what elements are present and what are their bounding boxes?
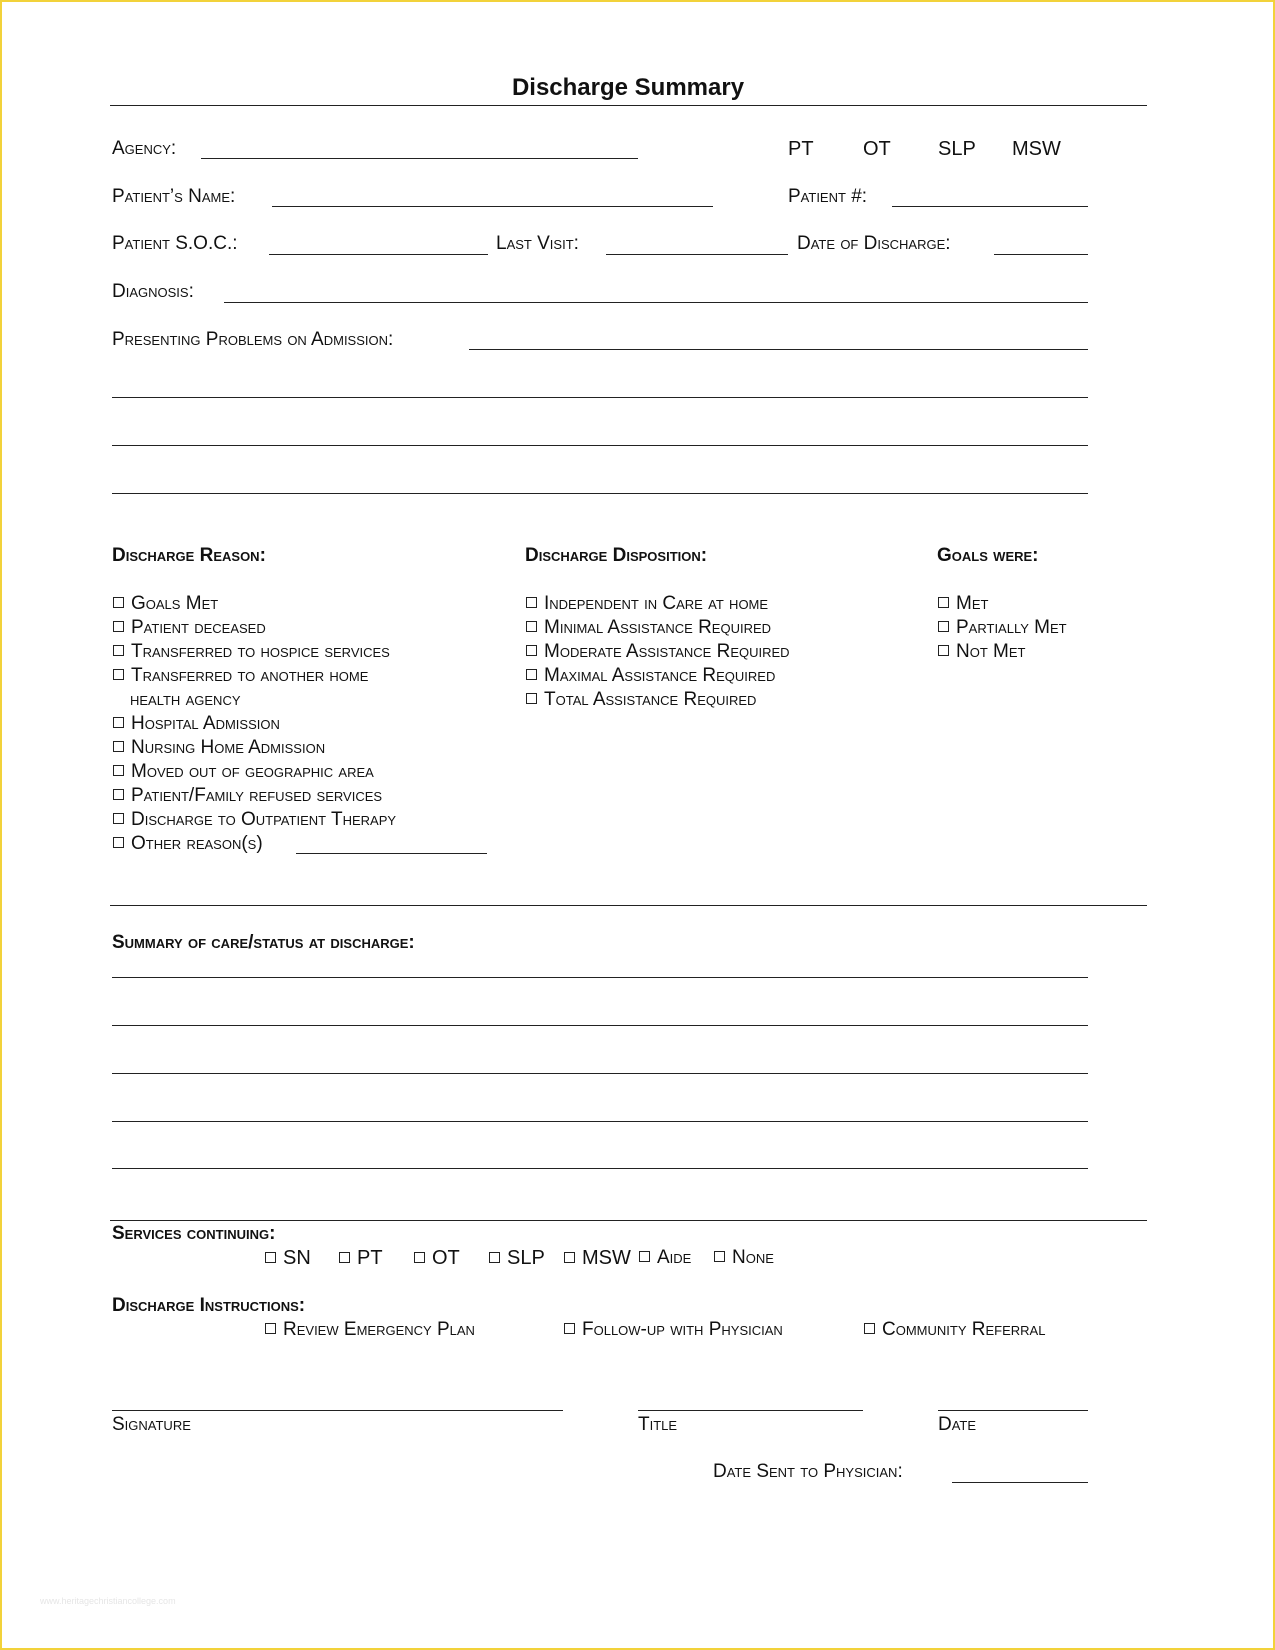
presenting-line-2[interactable] <box>112 397 1088 398</box>
services-heading: Services continuing: <box>112 1223 276 1244</box>
presenting-label: Presenting Problems on Admission: <box>112 329 394 350</box>
patient-number-field[interactable] <box>892 206 1088 207</box>
summary-line[interactable] <box>112 1121 1088 1122</box>
diagnosis-field[interactable] <box>224 302 1088 303</box>
discipline-ot[interactable]: OT <box>863 138 891 160</box>
service-item[interactable]: MSW <box>564 1247 631 1269</box>
patient-number-label: Patient #: <box>788 186 868 207</box>
date-sent-field[interactable] <box>952 1482 1088 1483</box>
reason-item[interactable]: Nursing Home Admission <box>113 737 325 759</box>
checkbox-icon[interactable] <box>938 597 949 608</box>
discharge-disposition-heading: Discharge Disposition: <box>525 545 708 566</box>
diagnosis-label: Diagnosis: <box>112 281 194 302</box>
reason-item-continuation: health agency <box>130 689 241 710</box>
checkbox-icon[interactable] <box>265 1323 276 1334</box>
instruction-item[interactable]: Review Emergency Plan <box>265 1319 475 1341</box>
reason-item[interactable]: Other reason(s) <box>113 833 263 855</box>
checkbox-icon[interactable] <box>714 1251 725 1262</box>
checkbox-icon[interactable] <box>489 1252 500 1263</box>
checkbox-icon[interactable] <box>526 645 537 656</box>
checkbox-icon[interactable] <box>113 597 124 608</box>
discharge-reason-heading: Discharge Reason: <box>112 545 266 566</box>
section-divider <box>110 1220 1147 1221</box>
presenting-field[interactable] <box>469 349 1088 350</box>
checkbox-icon[interactable] <box>526 621 537 632</box>
presenting-line-3[interactable] <box>112 445 1088 446</box>
reason-item[interactable]: Discharge to Outpatient Therapy <box>113 809 396 831</box>
instruction-item[interactable]: Community Referral <box>864 1319 1045 1341</box>
checkbox-icon[interactable] <box>113 621 124 632</box>
service-item[interactable]: PT <box>339 1247 383 1269</box>
checkbox-icon[interactable] <box>113 789 124 800</box>
checkbox-icon[interactable] <box>113 645 124 656</box>
checkbox-icon[interactable] <box>113 765 124 776</box>
summary-line[interactable] <box>112 1168 1088 1169</box>
checkbox-icon[interactable] <box>938 621 949 632</box>
reason-item[interactable]: Moved out of geographic area <box>113 761 374 783</box>
goals-item[interactable]: Partially Met <box>938 617 1067 639</box>
soc-field[interactable] <box>269 254 488 255</box>
checkbox-icon[interactable] <box>113 717 124 728</box>
summary-heading: Summary of care/status at discharge: <box>112 932 415 953</box>
checkbox-icon[interactable] <box>265 1252 276 1263</box>
checkbox-icon[interactable] <box>526 597 537 608</box>
checkbox-icon[interactable] <box>113 741 124 752</box>
reason-item[interactable]: Goals Met <box>113 593 218 615</box>
title-label: Title <box>638 1414 678 1435</box>
title-field[interactable] <box>638 1410 863 1411</box>
checkbox-icon[interactable] <box>864 1323 875 1334</box>
service-item[interactable]: Aide <box>639 1247 691 1269</box>
summary-line[interactable] <box>112 977 1088 978</box>
watermark: www.heritagechristiancollege.com <box>40 1596 176 1606</box>
service-item[interactable]: SLP <box>489 1247 545 1269</box>
checkbox-icon[interactable] <box>414 1252 425 1263</box>
instructions-heading: Discharge Instructions: <box>112 1295 306 1316</box>
discharge-date-label: Date of Discharge: <box>797 233 951 254</box>
checkbox-icon[interactable] <box>526 693 537 704</box>
reason-item[interactable]: Transferred to another home <box>113 665 368 687</box>
service-item[interactable]: OT <box>414 1247 460 1269</box>
signature-label: Signature <box>112 1414 191 1435</box>
summary-line[interactable] <box>112 1025 1088 1026</box>
title-rule <box>110 105 1147 106</box>
checkbox-icon[interactable] <box>113 837 124 848</box>
checkbox-icon[interactable] <box>564 1323 575 1334</box>
instruction-item[interactable]: Follow-up with Physician <box>564 1319 783 1341</box>
date-field[interactable] <box>938 1410 1088 1411</box>
disposition-item[interactable]: Moderate Assistance Required <box>526 641 790 663</box>
checkbox-icon[interactable] <box>938 645 949 656</box>
other-reason-field[interactable] <box>296 853 487 854</box>
checkbox-icon[interactable] <box>639 1251 650 1262</box>
agency-field[interactable] <box>201 158 638 159</box>
checkbox-icon[interactable] <box>564 1252 575 1263</box>
goals-item[interactable]: Not Met <box>938 641 1026 663</box>
discipline-msw[interactable]: MSW <box>1012 138 1061 160</box>
date-label: Date <box>938 1414 977 1435</box>
goals-heading: Goals were: <box>937 545 1039 566</box>
reason-item[interactable]: Patient/Family refused services <box>113 785 382 807</box>
soc-label: Patient S.O.C.: <box>112 233 238 254</box>
checkbox-icon[interactable] <box>526 669 537 680</box>
discharge-date-field[interactable] <box>994 254 1088 255</box>
disposition-item[interactable]: Total Assistance Required <box>526 689 756 711</box>
service-item[interactable]: SN <box>265 1247 311 1269</box>
last-visit-field[interactable] <box>606 254 788 255</box>
disposition-item[interactable]: Minimal Assistance Required <box>526 617 771 639</box>
discipline-pt[interactable]: PT <box>788 138 814 160</box>
signature-field[interactable] <box>112 1410 563 1411</box>
reason-item[interactable]: Hospital Admission <box>113 713 280 735</box>
section-divider <box>110 905 1147 906</box>
patient-name-label: Patient’s Name: <box>112 186 236 207</box>
disposition-item[interactable]: Maximal Assistance Required <box>526 665 775 687</box>
checkbox-icon[interactable] <box>113 813 124 824</box>
presenting-line-4[interactable] <box>112 493 1088 494</box>
date-sent-label: Date Sent to Physician: <box>713 1461 903 1482</box>
last-visit-label: Last Visit: <box>496 233 579 254</box>
discipline-slp[interactable]: SLP <box>938 138 976 160</box>
agency-label: Agency: <box>112 138 177 159</box>
page-title: Discharge Summary <box>511 74 745 101</box>
goals-item[interactable]: Met <box>938 593 988 615</box>
summary-line[interactable] <box>112 1073 1088 1074</box>
disposition-item[interactable]: Independent in Care at home <box>526 593 768 615</box>
reason-item[interactable]: Transferred to hospice services <box>113 641 390 663</box>
checkbox-icon[interactable] <box>113 669 124 680</box>
service-item[interactable]: None <box>714 1247 774 1269</box>
patient-name-field[interactable] <box>272 206 713 207</box>
reason-item[interactable]: Patient deceased <box>113 617 266 639</box>
checkbox-icon[interactable] <box>339 1252 350 1263</box>
